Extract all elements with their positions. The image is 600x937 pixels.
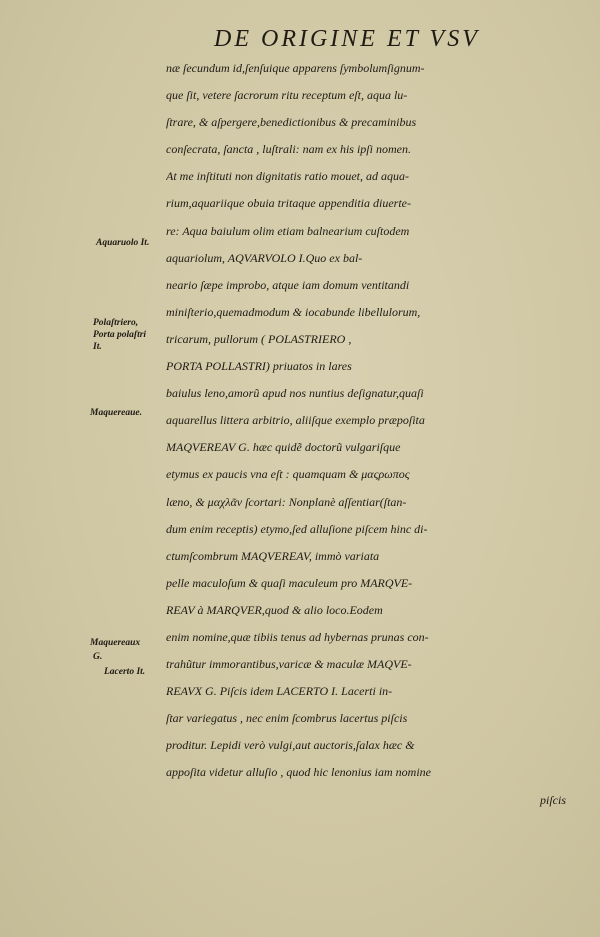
margin-note-language-it: It.: [93, 342, 102, 352]
text-line: que ſit, vetere ſacrorum ritu receptum eſt, aqua lu-: [166, 88, 408, 103]
text-line: proditur. Lepidi verò vulgi,aut auctoris,ſalax hæc &: [166, 738, 415, 753]
text-line: pelle maculoſum & quaſi maculeum pro MARQVE-: [166, 575, 413, 590]
text-line: appoſita videtur alluſio , quod hic lenonius iam nomine: [166, 765, 431, 780]
text-line: ſtrare, & aſpergere,benedictionibus & precaminibus: [166, 115, 417, 130]
text-line: conſecrata, ſancta , luſtrali: nam ex his ipſi nomen.: [166, 142, 411, 157]
text-line: re: Aqua baiulum olim etiam balnearium cuſtodem: [166, 223, 410, 238]
text-line: REAVX G. Piſcis idem LACERTO I. Lacerti in-: [166, 684, 393, 699]
text-line: miniſterio,quemadmodum & iocabunde libellulorum,: [166, 304, 421, 319]
text-line: ctumſcombrum MAQVEREAV, immò variata: [166, 548, 380, 563]
text-line: dum enim receptis) etymo,ſed alluſione piſcem hinc di-: [166, 521, 428, 536]
text-line: rium,aquariique obuia tritaque appenditia diuerte-: [166, 196, 411, 211]
text-line: aquarellus littera arbitrio, aliiſque exemplo præpoſita: [166, 413, 425, 428]
text-line: trahũtur immorantibus,varicæ & maculæ MAQVE-: [166, 657, 412, 672]
text-line: tricarum, pullorum ( POLASTRIERO ,: [166, 331, 352, 346]
text-line: At me inſtituti non dignitatis ratio mouet, ad aqua-: [166, 169, 409, 184]
margin-note-language-g: G.: [93, 652, 103, 662]
text-line: REAV à MARQVER,quod & alio loco.Eodem: [166, 602, 383, 617]
text-line: enim nomine,quæ tibiis tenus ad hybernas prunas con-: [166, 629, 429, 644]
text-line: næ ſecundum id,ſenſuique apparens ſymbolumſignum-: [166, 61, 425, 75]
body-text: [166, 55, 576, 814]
text-line: ſtar variegatus , nec enim ſcombrus lacertus piſcis: [166, 711, 408, 726]
margin-note-maquereaux: Maquereaux: [90, 638, 141, 648]
text-line: læno, & μαχλᾶν ſcortari: Nonplanè aſſentiar(ſtan-: [166, 494, 407, 509]
text-line: neario ſæpe improbo, atque iam domum ventitandi: [166, 277, 410, 292]
catchword: piſcis: [540, 792, 566, 807]
text-line: MAQVEREAV G. hæc quidẽ doctorũ vulgariſque: [166, 440, 401, 455]
margin-note-porta-polastri: Porta polaſtri: [93, 330, 147, 340]
text-line: baiulus leno,amorũ apud nos nuntius deſignatur,quaſi: [166, 386, 424, 401]
margin-note-maquereaue: Maquereaue.: [90, 408, 142, 418]
text-line: PORTA POLLASTRI) priuatos in lares: [166, 359, 352, 374]
text-line: aquariolum, AQVARVOLO I.Quo ex bal-: [166, 250, 363, 265]
text-line: etymus ex paucis vna eſt : quamquam & μαςρωπος: [166, 467, 410, 482]
margin-note-aquaruolo: Aquaruolo It.: [96, 238, 150, 248]
margin-note-polastriero: Polaſtriero,: [93, 318, 139, 328]
margin-note-lacerto: Lacerto It.: [104, 667, 146, 677]
running-head: DE ORIGINE ET VSV: [214, 26, 480, 52]
